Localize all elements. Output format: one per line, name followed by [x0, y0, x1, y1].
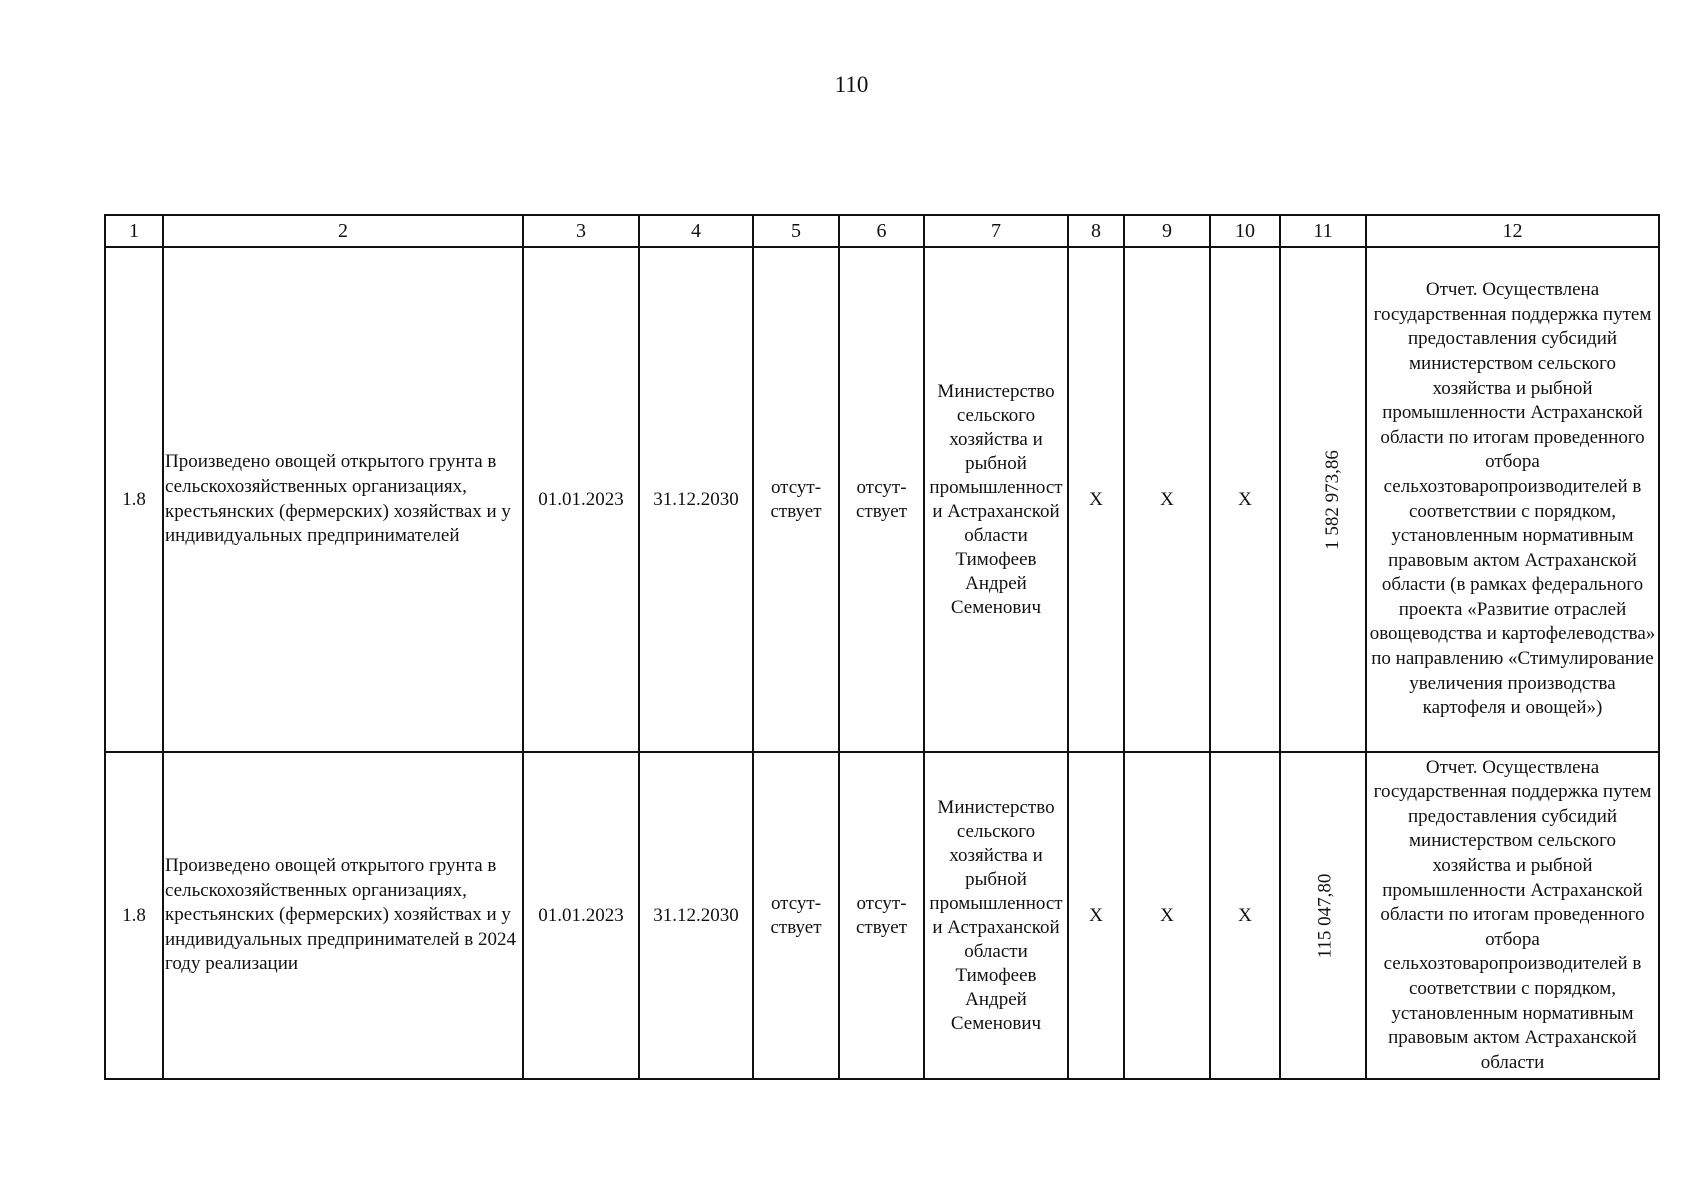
- note: Отчет. Осуществлена государственная поддержка путем предоставления субсидий министерством сельского хозяйства и рыбной промышленности Астраханской области по итогам проведенного отбора сельхозтоваропроизводителей в соответствии с порядком, установленным нормативным правовым актом Астраханской области: [1366, 752, 1659, 1079]
- report-table: [104, 214, 1660, 1080]
- responsible: Министерство сельского хозяйства и рыбной промышленности Астраханской области Тимофеев Андрей Семенович: [924, 247, 1068, 752]
- col10-value: Х: [1210, 752, 1280, 1079]
- start-date: 01.01.2023: [523, 752, 639, 1079]
- note: Отчет. Осуществлена государственная поддержка путем предоставления субсидий министерством сельского хозяйства и рыбной промышленности Астраханской области по итогам проведенного отбора сельхозтоваропроизводителей в соответствии с порядком, установленным нормативным правовым актом Астраханской области (в рамках федерального проекта «Развитие отраслей овощеводства и картофелеводства» по направлению «Стимулирование увеличения производства картофеля и овощей»): [1366, 247, 1659, 752]
- col9-value: Х: [1124, 247, 1210, 752]
- column-header: 10: [1210, 215, 1280, 247]
- column-header: 7: [924, 215, 1068, 247]
- page-number: 110: [834, 72, 869, 97]
- row-name: Произведено овощей открытого грунта в сельскохозяйственных организациях, крестьянских (фермерских) хозяйствах и у индивидуальных предпринимателей: [163, 247, 523, 752]
- col8-value: Х: [1068, 752, 1124, 1079]
- amount-cell: [1280, 752, 1366, 1079]
- column-header: 6: [839, 215, 924, 247]
- col9-value: Х: [1124, 752, 1210, 1079]
- amount-value: 1 582 973,86: [1321, 449, 1343, 550]
- row-name: Произведено овощей открытого грунта в сельскохозяйственных организациях, крестьянских (фермерских) хозяйствах и у индивидуальных предпринимателей в 2024 году реализации: [163, 752, 523, 1079]
- col5-value: отсут-ствует: [753, 247, 839, 752]
- column-header: 4: [639, 215, 753, 247]
- table-row: [105, 247, 1659, 752]
- end-date: 31.12.2030: [639, 247, 753, 752]
- amount-cell: [1280, 247, 1366, 752]
- col6-value: отсут-ствует: [839, 247, 924, 752]
- amount-value: 115 047,80: [1314, 873, 1336, 958]
- column-header: 5: [753, 215, 839, 247]
- column-header: 2: [163, 215, 523, 247]
- col6-value: отсут-ствует: [839, 752, 924, 1079]
- col10-value: Х: [1210, 247, 1280, 752]
- header-row: [105, 215, 1659, 247]
- column-header: 1: [105, 215, 163, 247]
- column-header: 11: [1280, 215, 1366, 247]
- row-number: 1.8: [105, 247, 163, 752]
- column-header: 9: [1124, 215, 1210, 247]
- start-date: 01.01.2023: [523, 247, 639, 752]
- col5-value: отсут-ствует: [753, 752, 839, 1079]
- end-date: 31.12.2030: [639, 752, 753, 1079]
- column-header: 8: [1068, 215, 1124, 247]
- responsible: Министерство сельского хозяйства и рыбной промышленности Астраханской области Тимофеев Андрей Семенович: [924, 752, 1068, 1079]
- column-header: 12: [1366, 215, 1659, 247]
- col8-value: Х: [1068, 247, 1124, 752]
- column-header: 3: [523, 215, 639, 247]
- row-number: 1.8: [105, 752, 163, 1079]
- table-row: [105, 752, 1659, 1079]
